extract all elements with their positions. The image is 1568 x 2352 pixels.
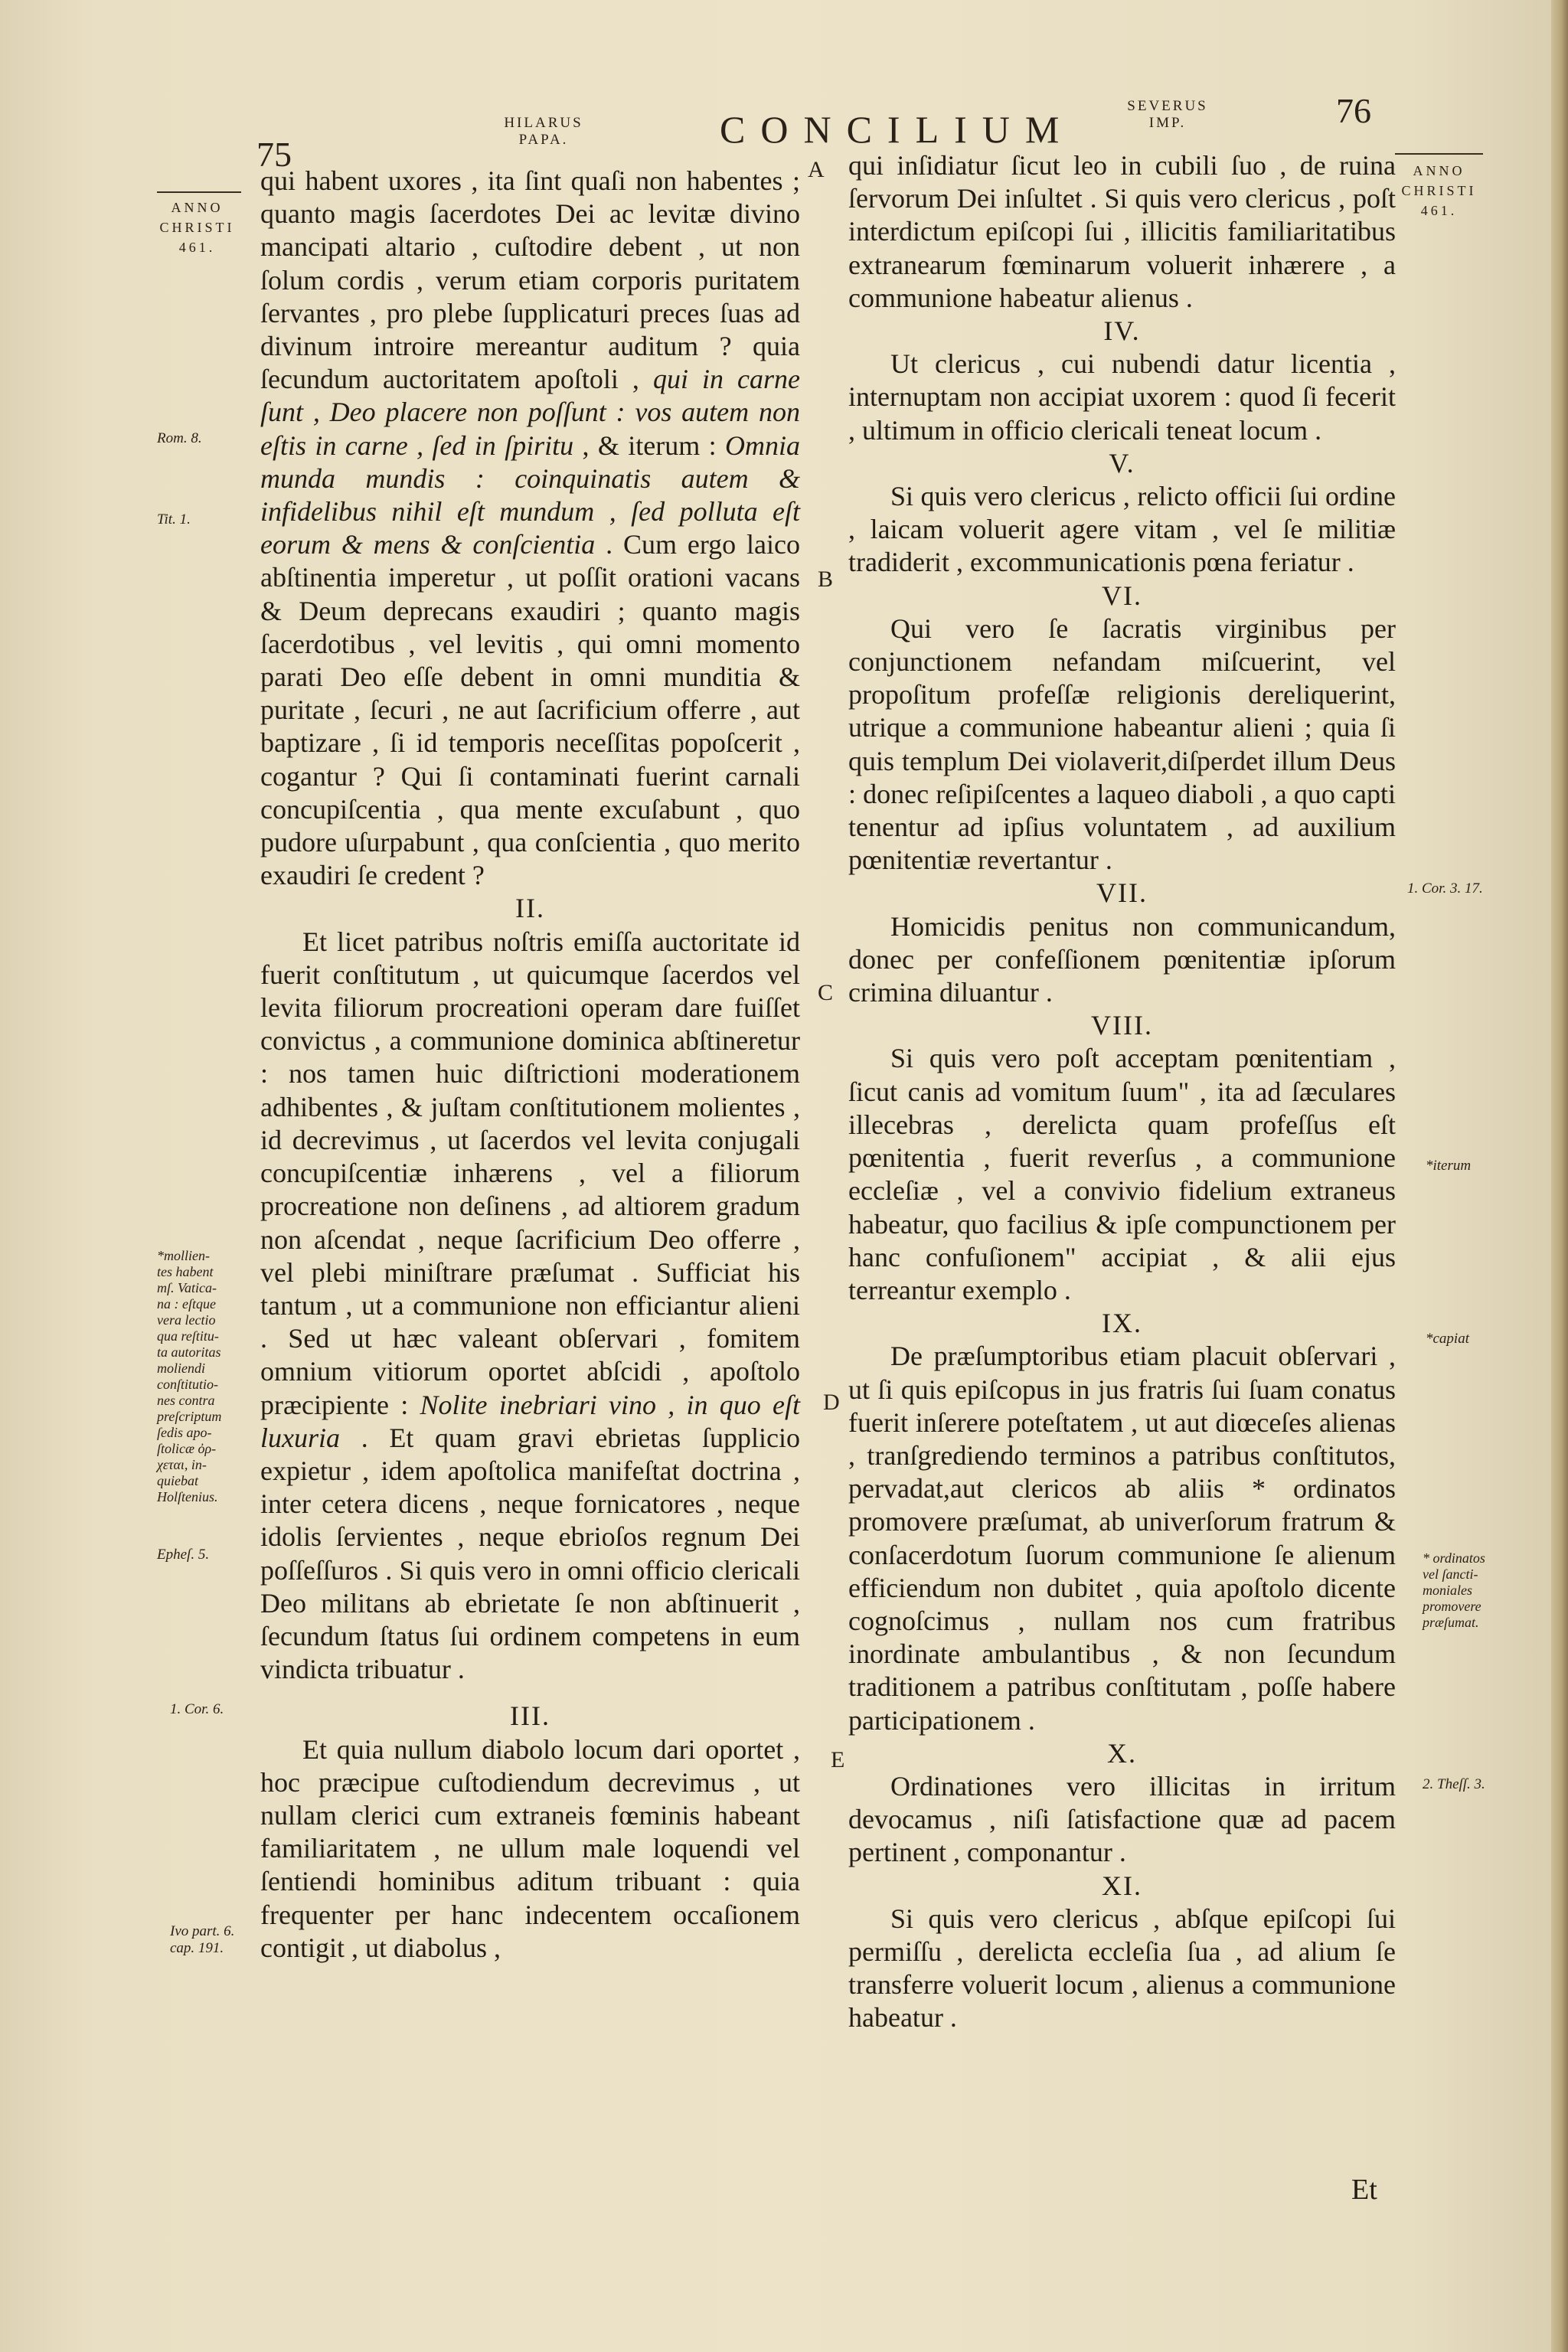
year-label: 461. [178, 240, 216, 255]
quotation-ephesians: Nolite inebriari vino , in quo eſt luxuria [260, 1389, 800, 1453]
canon-2-text [260, 926, 800, 1687]
section-heading-9: IX. [1102, 1308, 1142, 1339]
canon-11-text: Si quis vero clericus , abſque epiſcopi ſui permiſſu , derelicta eccleſia ſua , ad alium ſe transferre voluerit locum , alienus a communione habeatur . [848, 1903, 1396, 2034]
text-run: . Et quam gravi ebrietas ſupplicio expietur , idem apoſtolica manifeſtat doctrina , inter cetera dicens , neque fornicatores , neque idolis ſervientes , neque ebrioſos regnum Dei poſſeſſuros . Si quis vero in omni officio clericali Deo militans ab ebrietate ſe non abſtinuerit , ſecundum ſtatus ſui ordinem competens in eum vindicta tribuatur . [260, 1422, 800, 1685]
margin-rule-left [157, 191, 241, 193]
anno-christi-left [153, 198, 241, 257]
section-heading-8: VIII. [1091, 1010, 1153, 1041]
text-run: Et licet patribus noſtris emiſſa auctoritate id fuerit conſtitutum , ut quicumque ſacerdos vel levita filiorum procreationi operam dare fuiſſet convictus , a communione dominica abſtineretur : nos tamen huic diſtrictioni moderationem adhibentes , & juſtam conſtitutionem molientes , id decrevimus , ut ſacerdos vel levita conjugali concupiſcentiæ inhærens , vel a filiorum procreatione non deſinens , ad altiorem gradum non aſcendat , neque ſacrificium Deo offerre , vel plebi miniſtrare præſumat . Sufficiat his tantum , ut a communione non efficiantur alieni . Sed ut hæc valeant obſervari , fomitem omnium vitiorum oportet abſcidi , apoſtolo præcipiente : [260, 926, 800, 1420]
canon-7-text: Homicidis penitus non communicandum, donec per confeſſionem pœnitentiæ ipſorum crimina diluantur . [848, 910, 1396, 1008]
page-number-left: 75 [256, 135, 292, 174]
section-heading-2: II. [515, 893, 545, 924]
christi-label: CHRISTI [1401, 183, 1477, 198]
text-run: . Cum ergo laico abſtinentia imperetur , ut poſſit orationi vacans & Deum deprecans exaudiri ; quanto magis ſacerdotibus , vel levitis , qui omni momento parati Deo eſſe debent in omni munditia & puritate , ſecuri , ne aut ſacrificium offerre , aut baptizare , ſi id temporis neceſſitas popoſcerit , cogantur ? Qui ſi contaminati fuerint carnali concupiſcentia , qua mente excuſabunt , quo pudore uſurpabunt , qua conſcientia , quo merito exaudiri ſe credent ? [260, 529, 800, 891]
quotation-titus: Omnia munda mundis : coinquinatis autem & infidelibus nihil eſt mundum , ſed polluta eſt eorum & mens & conſcientia [260, 430, 800, 560]
marginal-note-ephes: Epheſ. 5. [157, 1547, 210, 1563]
running-head-right-line2: IMP. [1148, 115, 1187, 131]
catchword: Et [1351, 2174, 1377, 2206]
section-heading-6: VI. [1102, 580, 1142, 611]
gutter-letter-b: B [818, 567, 834, 592]
anno-label: ANNO [1413, 163, 1465, 178]
marginal-note-capiat: *capiat [1426, 1331, 1469, 1347]
canon-1-text [260, 165, 800, 892]
margin-rule-right [1395, 153, 1483, 155]
anno-label: ANNO [171, 200, 224, 215]
canon-10-text: Ordinationes vero illicitas in irritum devocamus , niſi ſatisfactione quæ ad pacem pertinent , componantur . [848, 1770, 1396, 1868]
canon-3-text: Et quia nullum diabolo locum dari oportet , hoc præcipue cuſtodiendum decrevimus , ut nullam clerici cum extraneis fœminis habeant familiaritatem , ne ullum male loquendi vel ſentiendi hominibus aditum tribuant : quia frequenter per hanc indecentem occaſionem contigit , ut diabolus , [260, 1733, 800, 1963]
canon-6-text: Qui vero ſe ſacratis virginibus per conjunctionem nefandam miſcuerint, vel propoſitum profeſſæ religionis dereliquerint, utrique a communione habeantur alieni ; quia ſi quis templum Dei violaverit,diſperdet illum Deus : donec reſipiſcentes a laqueo diaboli , a quo capti tenentur ad ipſius voluntatem , ad auxilium pœnitentiæ revertantur . [848, 612, 1396, 876]
canon-5-text: Si quis vero clericus , relicto officii ſui ordine , laicam voluerit agere vitam , vel ſe militiæ tradiderit , excommunicationis pœna feriatur . [848, 481, 1396, 578]
page-number-right: 76 [1336, 91, 1371, 130]
marginal-note-cor3: 1. Cor. 3. 17. [1407, 880, 1483, 897]
christi-label: CHRISTI [159, 220, 235, 235]
gutter-letter-c: C [818, 980, 834, 1005]
text-run: qui habent uxores , ita ſint quaſi non habentes ; quanto magis ſacerdotes Dei ac levitæ divino mancipati altario , cuſtodire debent , ut non ſolum cordis , verum etiam corporis puritatem ſervantes , pro plebe ſupplicaturi preces ſuas ad divinum introire mereantur auditum ? quia ſecundum auctoritatem apoſtoli , [260, 165, 800, 395]
section-heading-3: III. [510, 1700, 550, 1732]
section-heading-4: IV. [1103, 315, 1141, 347]
marginal-note-thess: 2. Theſſ. 3. [1423, 1776, 1485, 1792]
running-head-left-line1: HILARUS [504, 115, 583, 131]
running-head-right-line1: SEVERUS [1127, 98, 1208, 114]
section-heading-10: X. [1107, 1737, 1137, 1769]
gutter-letter-a: A [808, 157, 825, 182]
section-heading-11: XI. [1102, 1870, 1142, 1901]
section-heading-7: VII. [1096, 877, 1148, 909]
marginal-note-iterum: *iterum [1426, 1158, 1472, 1174]
gutter-letter-d: D [823, 1390, 840, 1415]
year-label: 461. [1420, 203, 1458, 218]
running-title: CONCILIUM [720, 108, 1075, 151]
page-edge [1551, 0, 1568, 2352]
section-heading-5: V. [1109, 447, 1135, 479]
text-run: , & iterum : [573, 430, 725, 461]
quotation-romans: qui in carne ſunt , Deo placere non poſſunt : vos autem non eſtis in carne , ſed in ſpiritu [260, 364, 800, 461]
canon-3-continuation: qui inſidiatur ſicut leo in cubili ſuo , de ruina ſervorum Dei inſultet . Si quis vero clericus , poſt interdictum epiſcopi ſui , illicitis familiaritatibus extranearum fœminarum voluerit inhærere , a communione habeatur alienus . [848, 150, 1396, 313]
marginal-note-ivo: Ivo part. 6. cap. 191. [170, 1923, 235, 1956]
running-head-left-line2: PAPA. [518, 132, 569, 148]
canon-9-text: De præſumptoribus etiam placuit obſervari , ut ſi quis epiſcopus in jus fratris ſui ſuam conatus fuerit inſerere poteſtatem , ut aut diœceſes alienas , tranſgrediendo terminos a patribus conſtitutos, pervadat,aut clericos ab aliis * ordinatos promovere præſumat, ab univerſorum fratrum & conſacerdotum ſuorum communione ſe alienum efficiendum non dubitet , quia apoſtolo dicente cognoſcimus , nullam nos cum fratribus inordinate ambulantibus , & non ſecundum traditionem a patribus conſtitutam , poſſe habere participationem . [848, 1341, 1396, 1736]
marginal-note-cor6: 1. Cor. 6. [170, 1701, 224, 1717]
gutter-letter-e: E [831, 1747, 845, 1772]
text-column-right [848, 149, 1396, 2035]
running-head-left [498, 115, 590, 149]
canon-4-text: Ut clericus , cui nubendi datur licentia , internuptam non accipiat uxorem : quod ſi fecerit , ultimum in officio clericali teneat locum . [848, 348, 1396, 446]
marginal-note-ordinatos: * ordinatos vel ſancti- moniales promovere præſumat. [1423, 1550, 1485, 1630]
running-head-right [1110, 98, 1225, 132]
marginal-note-rom: Rom. 8. [157, 430, 202, 446]
anno-christi-right [1395, 161, 1483, 220]
marginal-note-mollientes: *mollien- tes habent mſ. Vatica- na : eſtque vera lectio qua reſtitu- ta autoritas moliendi conſtitutio- nes contra preſcriptum ſedis apo- ſtolicæ ὀρ- χεται, in- quiebat Holſtenius. [157, 1248, 222, 1504]
canon-8-text: Si quis vero poſt acceptam pœnitentiam , ſicut canis ad vomitum ſuum" , ita ad ſæculares illecebras , derelicta quam profeſſus eſt pœnitentia , fuerit reverſus , a communione eccleſiæ , vel a convivio fidelium extraneus habeatur, quo facilius & ipſe compunctionem per hanc confuſionem" accipiat , & alii ejus terreantur exemplo . [848, 1043, 1396, 1305]
text-column-left [260, 165, 800, 1965]
marginal-note-tit: Tit. 1. [157, 511, 191, 528]
